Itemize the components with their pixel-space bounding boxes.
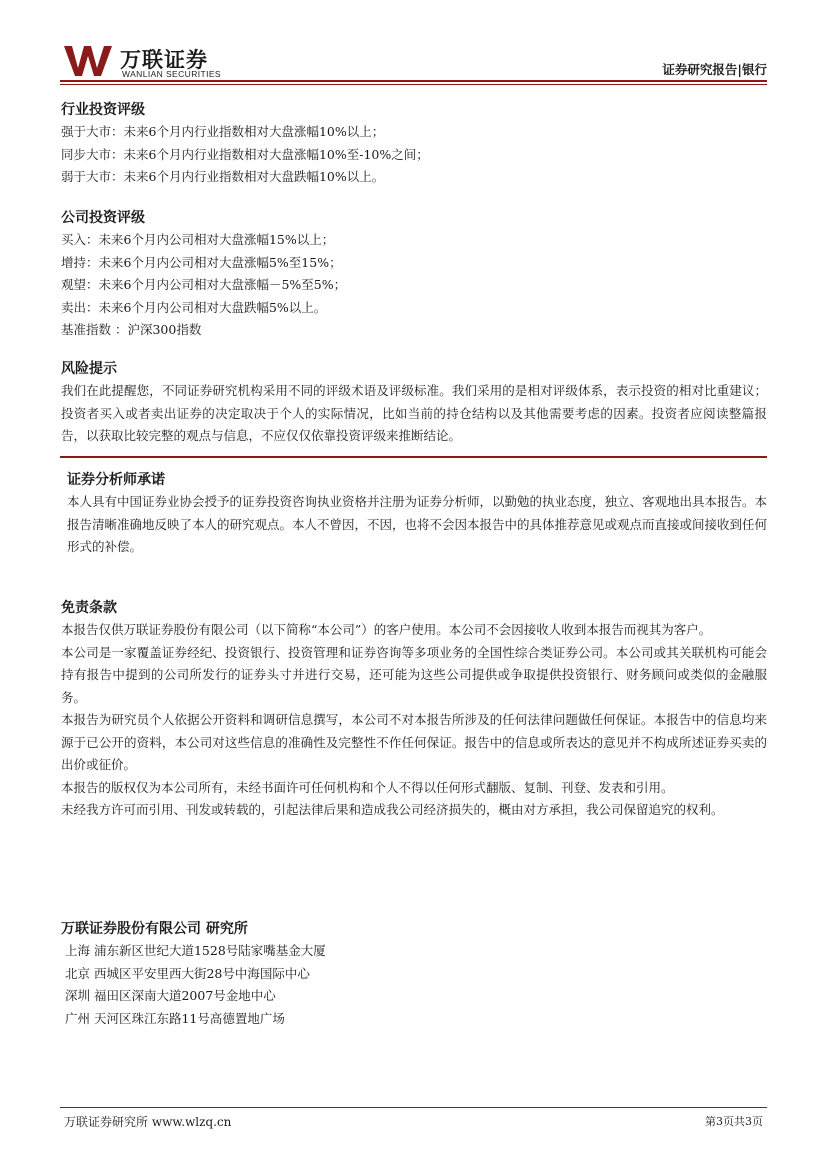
company-rating-section [61,207,771,342]
rating-item: 增持：未来6个月内公司相对大盘涨幅5%至15%； [61,254,342,270]
header-rule [60,80,767,82]
section-title: 风险提示 [61,361,117,377]
analyst-text: 本人具有中国证券业协会授予的证券投资咨询执业资格并注册为证券分析师，以勤勉的执业态度，独立、客观地出具本报告。本报告清晰准确地反映了本人的研究观点。本人不曾因，不因，也将不会因本报告中的具体推荐意见或观点而直接或间接收到任何形式的补偿。 [67,494,768,554]
rating-item: 买入：未来6个月内公司相对大盘涨幅15%以上； [61,232,335,247]
section-title: 公司投资评级 [61,210,145,226]
footer-institute: 万联证券研究所 www.wlzq.cn [64,1115,232,1129]
section-title: 证券分析师承诺 [67,472,165,488]
disclaimer-paragraph: 本报告的版权仅为本公司所有，未经书面许可任何机构和个人不得以任何形式翻版、复制、刊登、发表和引用。 [61,779,674,795]
benchmark-index: 基准指数 ：沪深300指数 [61,322,202,337]
rating-item: 卖出：未来6个月内公司相对大盘跌幅5%以上。 [61,299,327,315]
address-shenzhen: 深圳 福田区深南大道2007号金地中心 [65,988,276,1003]
address-shanghai: 上海 浦东新区世纪大道1528号陆家嘴基金大厦 [65,943,326,958]
disclaimer-section [61,597,767,822]
rating-item: 强于大市：未来6个月内行业指数相对大盘涨幅10%以上； [61,124,385,139]
logo-text-en: WANLIAN SECURITIES [122,69,221,79]
report-type: 证券研究报告|银行 [662,62,767,77]
page-number: 第3页共3页 [705,1115,763,1128]
industry-rating-section [61,99,771,189]
disclaimer-paragraph: 本报告为研究员个人依据公开资料和调研信息撰写，本公司不对本报告所涉及的任何法律问题做任何保证。本报告中的信息均来源于已公开的资料，本公司对这些信息的准确性及完整性不作任何保证。报告中的信息或所表达的意见并不构成所述证券买卖的出价或征价。 [61,712,767,772]
disclaimer-paragraph: 本报告仅供万联证券股份有限公司（以下简称“本公司”）的客户使用。本公司不会因接收人收到本报告而视其为客户。 [61,622,712,637]
rating-item: 观望：未来6个月内公司相对大盘涨幅－5%至5%； [61,277,347,292]
section-divider [60,456,767,458]
footer-rule [60,1107,767,1108]
address-guangzhou: 广州 天河区珠江东路11号高德置地广场 [65,1010,285,1026]
analyst-section [67,469,767,559]
page-header [60,44,767,80]
section-title: 行业投资评级 [61,102,145,118]
risk-text: 我们在此提醒您，不同证券研究机构采用不同的评级术语及评级标准。我们采用的是相对评级体系，表示投资的相对比重建议；投资者买入或者卖出证券的决定取决于个人的实际情况，比如当前的持仓结构以及其他需要考虑的因素。投资者应阅读整篇报告，以获取比较完整的观点与信息，不应仅仅依靠投资评级来推断结论。 [61,383,767,443]
institute-title: 万联证券股份有限公司 研究所 [61,921,248,937]
disclaimer-paragraph: 本公司是一家覆盖证券经纪、投资银行、投资管理和证券咨询等多项业务的全国性综合类证券公司。本公司或其关联机构可能会持有报告中提到的公司所发行的证券头寸并进行交易，还可能为这些公司提供或争取提供投资银行、财务顾问或类似的金融服务。 [61,644,767,705]
section-title: 免责条款 [61,600,117,616]
header-rule-thin [60,84,767,85]
address-beijing: 北京 西城区平安里西大街28号中海国际中心 [65,965,310,981]
company-logo [64,44,244,80]
logo-w-mark [64,44,114,78]
risk-section [61,358,767,448]
institute-section [61,918,771,1030]
rating-item: 同步大市：未来6个月内行业指数相对大盘涨幅10%至-10%之间； [61,146,429,162]
disclaimer-paragraph: 未经我方许可而引用、刊发或转载的，引起法律后果和造成我公司经济损失的，概由对方承担，我公司保留追究的权利。 [61,802,724,817]
rating-item: 弱于大市：未来6个月内行业指数相对大盘跌幅10%以上。 [61,169,385,184]
logo-text-cn: 万联证券 [120,48,208,72]
